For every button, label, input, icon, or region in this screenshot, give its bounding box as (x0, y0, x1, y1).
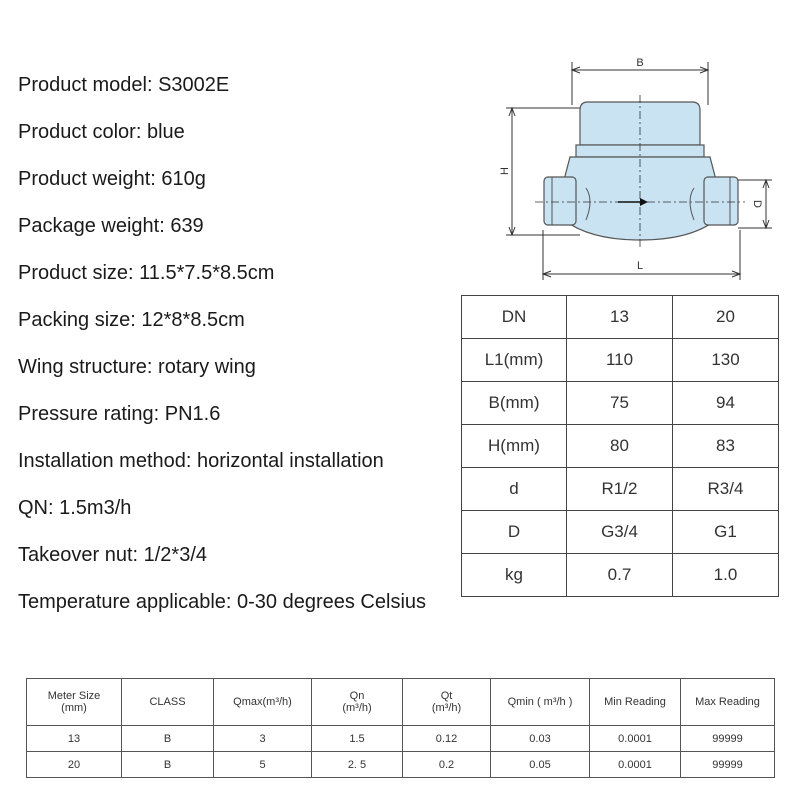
spec-product-color: Product color: blue (18, 121, 185, 143)
cell-dn20: 83 (673, 425, 779, 468)
cell-dn13: 13 (567, 296, 673, 339)
cell-size: 13 (27, 726, 122, 752)
row-label: kg (462, 554, 567, 597)
row-label: DN (462, 296, 567, 339)
spec-pressure-rating: Pressure rating: PN1.6 (18, 403, 221, 425)
cell-qmax: 5 (214, 752, 312, 778)
cell-dn13: 75 (567, 382, 673, 425)
cell-class: B (122, 752, 214, 778)
cell-min-reading: 0.0001 (590, 752, 681, 778)
dimension-table (461, 295, 779, 597)
cell-max-reading: 99999 (681, 752, 775, 778)
cell-qn: 1.5 (312, 726, 403, 752)
cell-qt: 0.12 (403, 726, 491, 752)
table-row (462, 382, 779, 425)
table-row (462, 296, 779, 339)
header-qmin: Qmin ( m³/h ) (491, 679, 590, 726)
header-max-reading: Max Reading (681, 679, 775, 726)
cell-dn13: 0.7 (567, 554, 673, 597)
row-label: d (462, 468, 567, 511)
table-row (27, 752, 775, 778)
cell-dn20: 94 (673, 382, 779, 425)
header-class: CLASS (122, 679, 214, 726)
cell-dn20: G1 (673, 511, 779, 554)
cell-dn20: 20 (673, 296, 779, 339)
cell-size: 20 (27, 752, 122, 778)
row-label: B(mm) (462, 382, 567, 425)
row-label: H(mm) (462, 425, 567, 468)
table-row (462, 511, 779, 554)
header-qmax: Qmax(m³/h) (214, 679, 312, 726)
dim-label-l: L (636, 260, 644, 272)
table-row (27, 726, 775, 752)
spec-package-weight: Package weight: 639 (18, 215, 204, 237)
spec-qn: QN: 1.5m3/h (18, 497, 132, 519)
cell-class: B (122, 726, 214, 752)
row-label: D (462, 511, 567, 554)
cell-dn13: R1/2 (567, 468, 673, 511)
row-label: L1(mm) (462, 339, 567, 382)
cell-max-reading: 99999 (681, 726, 775, 752)
spec-temperature: Temperature applicable: 0-30 degrees Celsius (18, 591, 427, 613)
cell-qn: 2. 5 (312, 752, 403, 778)
spec-takeover-nut: Takeover nut: 1/2*3/4 (18, 544, 208, 566)
header-qt: Qt (m³/h) (403, 679, 491, 726)
cell-dn20: 1.0 (673, 554, 779, 597)
spec-wing-structure: Wing structure: rotary wing (18, 356, 256, 378)
spec-installation-method: Installation method: horizontal installation (18, 450, 384, 472)
cell-qt: 0.2 (403, 752, 491, 778)
dim-label-h: H (499, 167, 511, 175)
table-row (462, 554, 779, 597)
table-row (462, 339, 779, 382)
cell-dn13: 80 (567, 425, 673, 468)
header-qn: Qn (m³/h) (312, 679, 403, 726)
cell-dn13: G3/4 (567, 511, 673, 554)
flow-spec-table (26, 678, 775, 778)
header-meter-size: Meter Size (mm) (27, 679, 122, 726)
cell-dn13: 110 (567, 339, 673, 382)
water-meter-diagram (490, 50, 790, 290)
table-row (462, 425, 779, 468)
dim-label-d: D (751, 200, 763, 208)
cell-dn20: R3/4 (673, 468, 779, 511)
table-header-row (27, 679, 775, 726)
cell-qmin: 0.03 (491, 726, 590, 752)
cell-qmax: 3 (214, 726, 312, 752)
table-row (462, 468, 779, 511)
spec-product-model: Product model: S3002E (18, 74, 230, 96)
cell-dn20: 130 (673, 339, 779, 382)
cell-qmin: 0.05 (491, 752, 590, 778)
header-min-reading: Min Reading (590, 679, 681, 726)
spec-product-size: Product size: 11.5*7.5*8.5cm (18, 262, 275, 284)
cell-min-reading: 0.0001 (590, 726, 681, 752)
spec-product-weight: Product weight: 610g (18, 168, 206, 190)
dim-label-b: B (636, 57, 644, 69)
spec-packing-size: Packing size: 12*8*8.5cm (18, 309, 245, 331)
